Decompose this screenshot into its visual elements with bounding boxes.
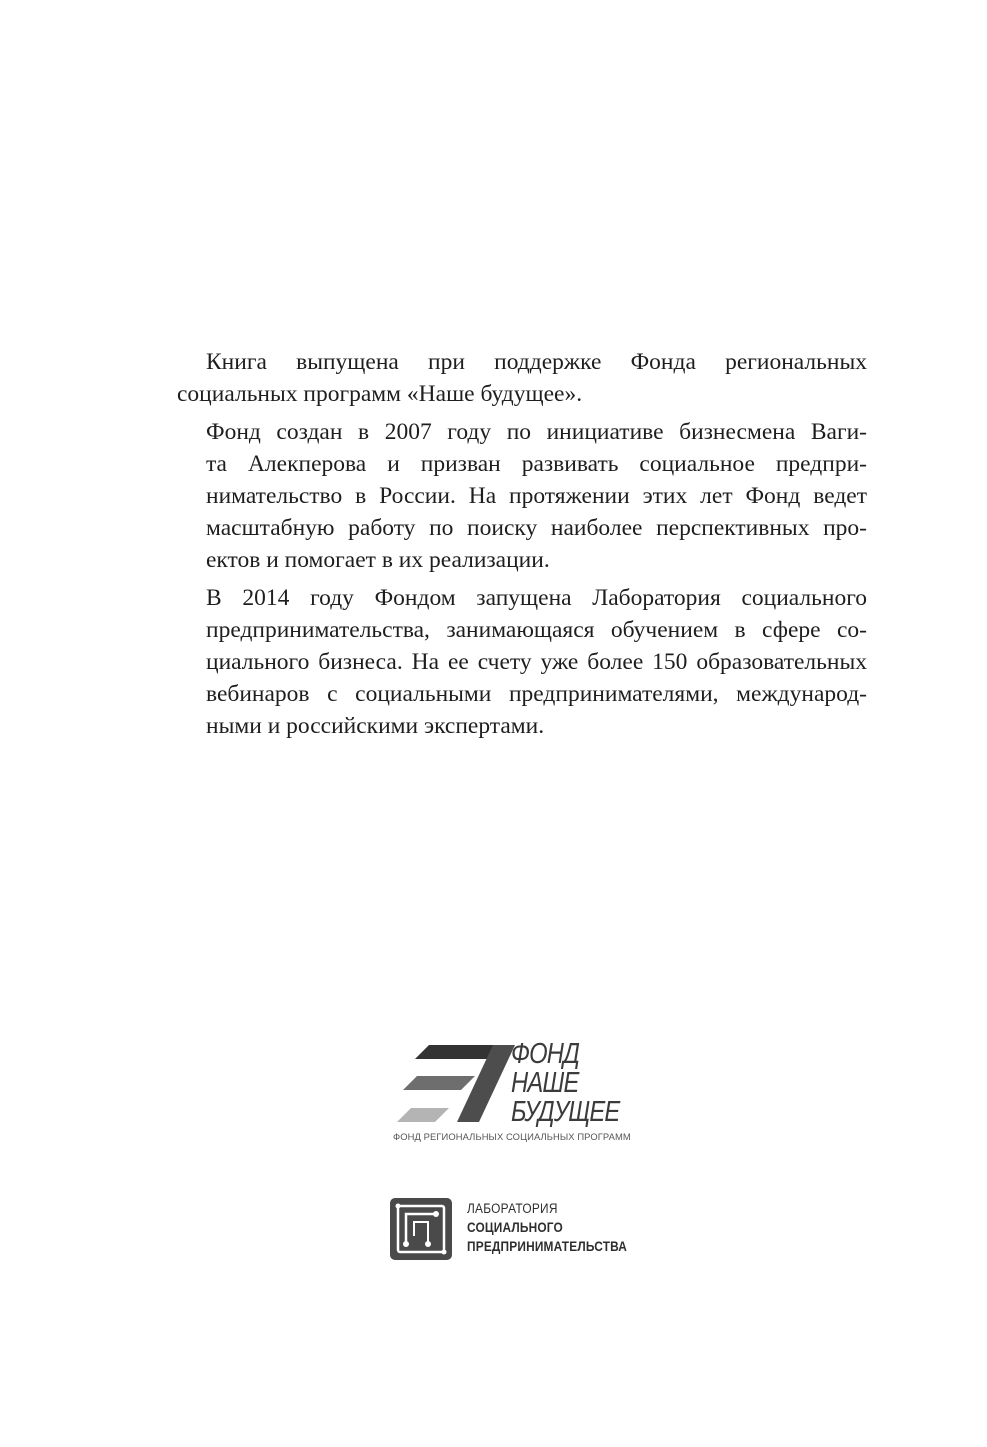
fund-stripes-icon [393, 1040, 523, 1125]
text-line: циального бизнеса. На ее счету уже более 150 образовательных [206, 649, 867, 675]
lab-title [467, 1199, 627, 1256]
paragraph-3 [177, 582, 867, 742]
stripe-light [397, 1108, 449, 1122]
lab-line-2: СОЦИАЛЬНОГО [467, 1220, 563, 1235]
lab-square-icon [388, 1196, 458, 1264]
fund-word-2: НАШЕ [511, 1067, 579, 1099]
text-line: нимательство в России. На протяжении этих лет Фонд ведет [206, 483, 867, 509]
text-line: В 2014 году Фондом запущена Лаборатория социального [206, 585, 867, 611]
fund-word-3: БУДУЩЕЕ [511, 1096, 620, 1128]
text-line: Фонд создан в 2007 году по инициативе бизнесмена Ваги- [206, 419, 867, 445]
text-line: социальных программ «Наше будущее». [177, 381, 583, 407]
lab-line-3: ПРЕДПРИНИМАТЕЛЬСТВА [467, 1239, 628, 1254]
text-line: масштабную работу по поиску наиболее перспективных про- [206, 515, 867, 541]
fund-word-1: ФОНД [511, 1038, 580, 1070]
paragraph-1 [177, 346, 867, 410]
stripe-mid [403, 1076, 475, 1090]
fund-logo [393, 1040, 653, 1150]
fund-caption: ФОНД РЕГИОНАЛЬНЫХ СОЦИАЛЬНЫХ ПРОГРАММ [393, 1131, 631, 1142]
lab-logo [388, 1196, 658, 1266]
text-line: Книга выпущена при поддержке Фонда региональных [206, 349, 867, 375]
body-text [177, 346, 867, 742]
text-line: ными и российскими экспертами. [206, 713, 545, 739]
text-line: предпринимательства, занимающаяся обучением в сфере со- [206, 617, 867, 643]
text-line: ектов и помогает в их реализации. [206, 547, 550, 573]
lab-line-1: ЛАБОРАТОРИЯ [467, 1201, 558, 1216]
text-line: та Алекперова и призван развивать социальное предпри- [206, 451, 867, 477]
text-line: вебинаров с социальными предпринимателями, международ- [206, 681, 867, 707]
paragraph-2 [177, 416, 867, 576]
